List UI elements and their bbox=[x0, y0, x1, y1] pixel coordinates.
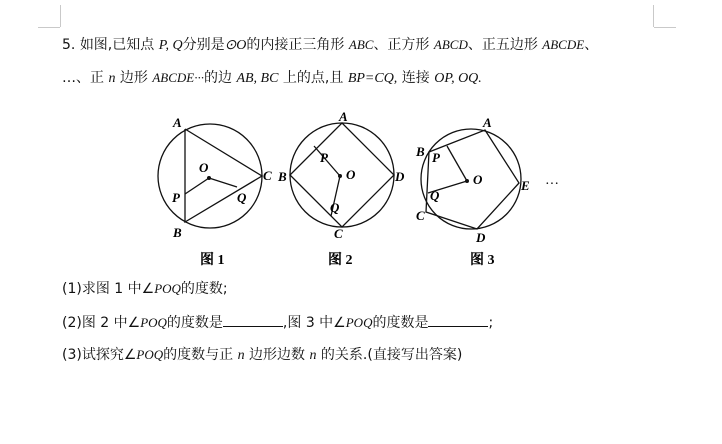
question-1 bbox=[62, 279, 228, 299]
question-3 bbox=[62, 345, 462, 366]
segment-OP bbox=[185, 178, 209, 194]
text: ; bbox=[488, 315, 494, 331]
label-P: P bbox=[172, 190, 180, 205]
math-var: n bbox=[237, 348, 245, 363]
figure-1 bbox=[158, 124, 262, 228]
math-var: POQ bbox=[345, 315, 373, 330]
math-var: ABC bbox=[348, 37, 374, 52]
label-D: D bbox=[395, 169, 405, 184]
label-Q: Q bbox=[237, 190, 247, 205]
math-var: BP=CQ, bbox=[347, 71, 398, 86]
label-A: A bbox=[173, 115, 182, 130]
circle-1 bbox=[158, 124, 262, 228]
center-dot-3 bbox=[465, 179, 469, 183]
label-Q: Q bbox=[330, 200, 340, 215]
text: 连接 bbox=[397, 70, 435, 86]
label-A: A bbox=[483, 115, 492, 130]
text: 的关系.(直接写出答案) bbox=[316, 347, 463, 363]
math-var: n bbox=[309, 348, 317, 363]
center-dot-2 bbox=[338, 174, 342, 178]
text: 的内接正三角形 bbox=[246, 37, 349, 53]
math-var: ABCDE bbox=[542, 37, 585, 52]
math-var: POQ bbox=[154, 281, 181, 296]
label-O: O bbox=[346, 167, 356, 182]
text: 分别是 bbox=[182, 37, 225, 53]
math-var: ⊙O bbox=[224, 38, 247, 53]
label-P: P bbox=[320, 150, 328, 165]
math-var: P, Q bbox=[158, 38, 183, 53]
segment-OP bbox=[447, 146, 467, 181]
label-O: O bbox=[473, 172, 483, 187]
text: 的度数是 bbox=[372, 315, 429, 331]
answer-blank-1[interactable] bbox=[223, 312, 283, 327]
label-O: O bbox=[199, 160, 209, 175]
label-B: B bbox=[278, 169, 287, 184]
text: 、正方形 bbox=[373, 37, 434, 53]
caption-figure-2: 图 2 bbox=[328, 253, 353, 268]
label-Q: Q bbox=[430, 188, 440, 203]
text: 如图,已知点 bbox=[79, 37, 159, 53]
math-var: POQ bbox=[136, 347, 164, 362]
text: ,图 3 中∠ bbox=[282, 315, 346, 331]
text: (1)求图 1 中∠ bbox=[62, 281, 155, 297]
center-dot-1 bbox=[207, 176, 211, 180]
segment-OQ bbox=[209, 178, 237, 187]
text: (3)试探究∠ bbox=[62, 347, 137, 363]
math-var: ABCD bbox=[433, 37, 468, 52]
text: …、正 bbox=[62, 70, 109, 86]
text: 、 bbox=[584, 37, 599, 53]
text: 的度数; bbox=[180, 281, 228, 297]
math-var: POQ bbox=[140, 315, 167, 330]
text: (2)图 2 中∠ bbox=[62, 315, 141, 331]
text: 上的点,且 bbox=[278, 70, 348, 86]
math-var: AB, BC bbox=[236, 71, 279, 86]
text: 、正五边形 bbox=[467, 37, 543, 53]
figure-2 bbox=[290, 123, 394, 227]
ellipsis: ··· bbox=[545, 177, 559, 192]
label-E: E bbox=[521, 178, 530, 193]
problem-number: 5. bbox=[62, 37, 76, 53]
caption-figure-1: 图 1 bbox=[200, 253, 225, 268]
math-var: n bbox=[108, 71, 116, 86]
label-B: B bbox=[416, 144, 425, 159]
text: 的度数与正 bbox=[163, 347, 238, 363]
label-B: B bbox=[173, 225, 182, 240]
text: 边形 bbox=[115, 70, 153, 86]
math-var: ABCDE··· bbox=[152, 70, 204, 85]
text: 的边 bbox=[204, 70, 237, 86]
text: 边形边数 bbox=[244, 347, 310, 363]
circle-2 bbox=[290, 123, 394, 227]
label-C: C bbox=[416, 208, 425, 223]
label-A: A bbox=[339, 109, 348, 124]
label-C: C bbox=[334, 226, 343, 241]
label-P: P bbox=[432, 150, 440, 165]
question-2 bbox=[62, 312, 493, 333]
answer-blank-2[interactable] bbox=[428, 312, 488, 327]
circle-3 bbox=[421, 129, 521, 229]
math-var: OP, OQ. bbox=[434, 71, 482, 86]
figure-3 bbox=[421, 129, 521, 229]
text: 的度数是 bbox=[166, 315, 223, 331]
label-C: C bbox=[263, 168, 272, 183]
label-D: D bbox=[476, 230, 486, 245]
caption-figure-3: 图 3 bbox=[470, 253, 495, 268]
